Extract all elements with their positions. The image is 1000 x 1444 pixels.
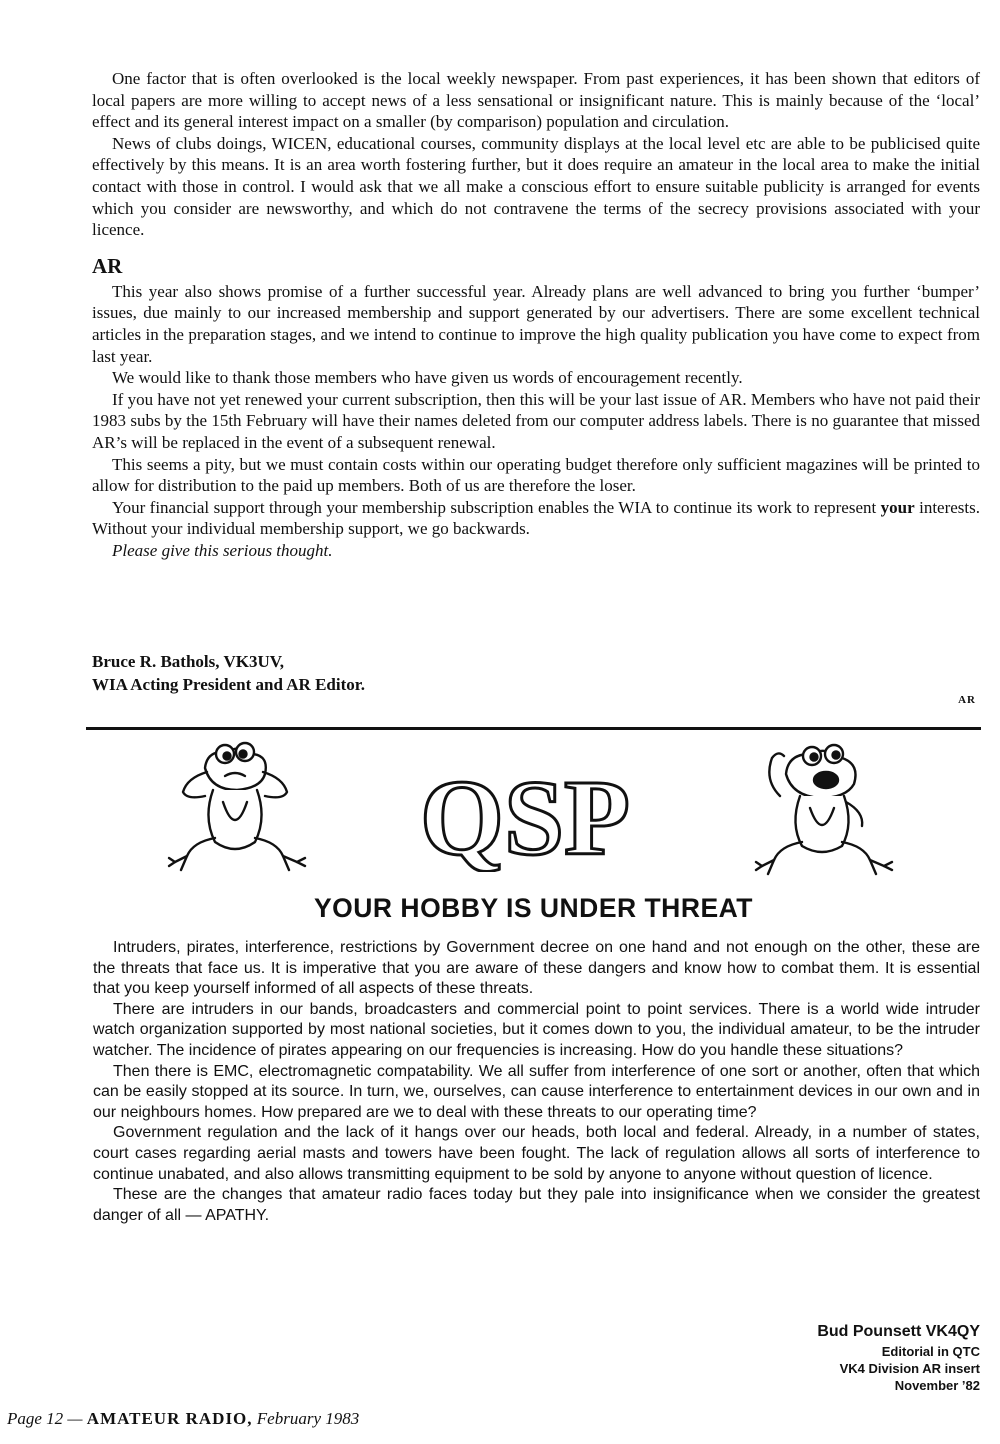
qsp-logo	[400, 762, 650, 872]
qsp-paragraph: Then there is EMC, electromagnetic compatability. We all suffer from interference of one sort or another, often that which can be easily stopped at its source. In turn, we, ourselves, can cause interference to entertainment devices in our own and in our neighbours homes. How prepared are we to deal with these threats to our operating time?	[93, 1062, 980, 1121]
signature-title: WIA Acting President and AR Editor.	[92, 675, 365, 694]
closing-note: Please give this serious thought.	[112, 540, 333, 560]
qsp-paragraph: Government regulation and the lack of it hangs over our heads, both local and federal. Already, in a number of states, court cases regarding aerial masts and towers have been fought. The lack of regulation allows all sorts of interference to continue unabated, and also allows transmitting equipment to be sold by anyone to anyone without question of licence.	[93, 1124, 980, 1183]
section-heading-ar: AR	[92, 253, 123, 278]
support-text-before: Your financial support through your membership subscription enables the WIA to continue its work to represent	[112, 497, 881, 517]
support-text-bold: your	[880, 497, 915, 517]
ar-paragraph: If you have not yet renewed your current subscription, then this will be your last issue of AR. Members who have not paid their 1983 subs by the 15th February will have their names deleted from our computer address labels. There is no guarantee that missed AR’s will be replaced in the event of a subsequent renewal.	[92, 389, 980, 452]
qsp-credit	[817, 1321, 980, 1394]
footer-magazine-name: AMATEUR RADIO,	[86, 1409, 253, 1428]
footer-page-number: Page 12 —	[7, 1409, 83, 1428]
editorial-paragraph: News of clubs doings, WICEN, educational courses, community displays at the local level etc are able to be publicised quite effectively by this means. It is an area worth fostering further, but it does require an amateur in the local area to make the initial contact with those in control. I would ask that we all make a conscious effort to ensure suitable publicity is arranged for events which you consider are newsworthy, and which do not contravene the terms of the secrecy provisions associated with your licence.	[92, 133, 980, 240]
signature-name: Bruce R. Bathols, VK3UV,	[92, 652, 285, 671]
qsp-paragraph: There are intruders in our bands, broadcasters and commercial point to point services. There is a world wide intruder watch organization supported by most national societies, but it comes down to you, the individual amateur, to be the intruder watcher. The incidence of pirates appearing on our frequencies is increasing. How do you handle these situations?	[93, 1000, 980, 1059]
frog-illustration-right	[750, 740, 900, 880]
frog-illustration-left	[165, 738, 315, 878]
qsp-paragraph: These are the changes that amateur radio faces today but they pale into insignificance when we consider the greatest danger of all — APATHY.	[93, 1186, 980, 1224]
support-text-after: interests. Without your individual membership support, we go backwards.	[92, 497, 980, 539]
page-footer	[7, 1409, 359, 1429]
section-divider	[86, 727, 981, 730]
credit-name: Bud Pounsett VK4QY	[817, 1323, 980, 1340]
qsp-paragraph: Intruders, pirates, interference, restrictions by Government decree on one hand and not enough on the other, these are the threats that face us. It is imperative that you are aware of these dangers and know how to combat them. It is essential that you keep yourself informed of all aspects of these threats.	[93, 939, 980, 998]
qsp-body	[93, 938, 980, 1226]
support-paragraph	[92, 497, 980, 540]
footer-issue-date: February 1983	[256, 1409, 360, 1428]
ar-paragraph: We would like to thank those members who have given us words of encouragement recently.	[112, 368, 743, 388]
qsp-logo-text: QSP	[419, 762, 631, 872]
editorial-paragraph: One factor that is often overlooked is the local weekly newspaper. From past experiences, it has been shown that editors of local papers are more willing to accept news of a less sensational or insignificant nature. This is mainly because of the ‘local’ effect and its general interest impact on a smaller (by comparison) population and circulation.	[92, 69, 980, 132]
editor-signature	[92, 650, 365, 696]
article-end-mark: AR	[958, 694, 976, 706]
qsp-heading: YOUR HOBBY IS UNDER THREAT	[314, 893, 753, 923]
ar-paragraph: This year also shows promise of a further successful year. Already plans are well advanced to bring you further ‘bumper’ issues, due mainly to our increased membership and support generated by our advertisers. There are some excellent technical articles in the preparation stages, and we intend to continue to improve the high quality publication you have come to expect from last year.	[92, 281, 980, 366]
credit-source: Editorial in QTC	[881, 1344, 980, 1359]
credit-insert: VK4 Division AR insert	[839, 1361, 980, 1376]
credit-date: November ’82	[894, 1378, 980, 1393]
editorial-section	[92, 68, 980, 562]
ar-paragraph: This seems a pity, but we must contain costs within our operating budget therefore only sufficient magazines will be printed to allow for distribution to the paid up members. Both of us are therefore the loser.	[92, 454, 980, 496]
